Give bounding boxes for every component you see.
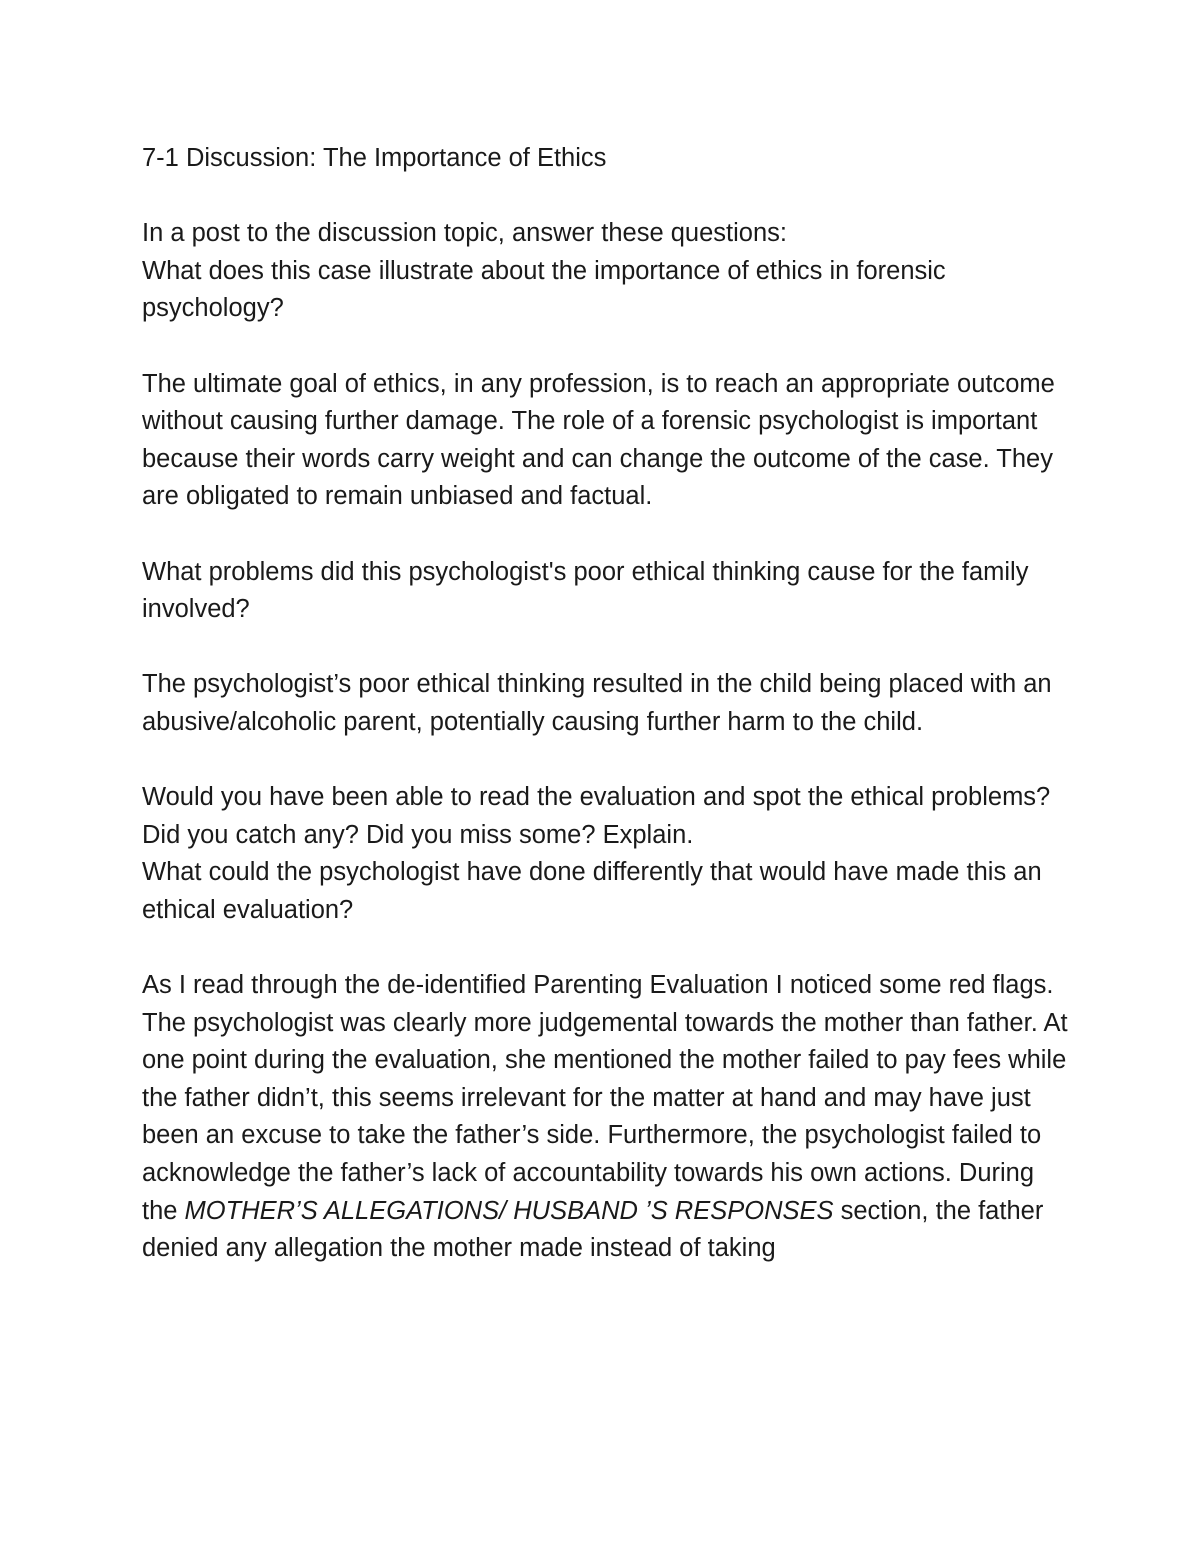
paragraph-gap: [142, 328, 1072, 366]
paragraph-gap: [142, 178, 1072, 216]
section-heading-italic: MOTHER’S ALLEGATIONS/ HUSBAND ’S RESPONSES: [184, 1196, 834, 1225]
instructions-text: In a post to the discussion topic, answer these questions:: [142, 219, 787, 248]
question-3: Would you have been able to read the evaluation and spot the ethical problems? Did you catch any? Did you miss some? Explain.: [142, 783, 1051, 849]
answer-2: The psychologist’s poor ethical thinking resulted in the child being placed with an abusive/alcoholic parent, potentially causing further harm to the child.: [142, 670, 1052, 736]
paragraph-gap: [142, 929, 1072, 967]
paragraph-gap: [142, 629, 1072, 667]
question-2: What problems did this psychologist's poor ethical thinking cause for the family involved?: [142, 557, 1029, 624]
paragraph-gap: [142, 516, 1072, 554]
question-4: What could the psychologist have done differently that would have made this an ethical evaluation?: [142, 858, 1042, 924]
document-body: [142, 140, 1072, 1268]
question-1: What does this case illustrate about the importance of ethics in forensic psychology?: [142, 256, 946, 323]
answer-3: [142, 967, 1072, 1268]
paragraph-gap: [142, 742, 1072, 780]
answer-3-text-end: section, the father denied any allegation the mother made instead of taking: [142, 1196, 1044, 1263]
document-title: 7-1 Discussion: The Importance of Ethics: [142, 144, 607, 172]
answer-1: The ultimate goal of ethics, in any profession, is to reach an appropriate outcome without causing further damage. The role of a forensic psychologist is important because their words carry weight and can change the outcome of the case. They are obligated to remain unbiased and factual.: [142, 369, 1055, 511]
answer-3-text-start: As I read through the de-identified Parenting Evaluation I noticed some red flags. The psychologist was clearly more judgemental towards the mother than father. At one point during the evaluation, she mentioned the mother failed to pay fees while the father didn’t, this seems irrelevant for the matter at hand and may have just been an excuse to take the father’s side. Furthermore, the psychologist failed to acknowledge the father’s lack of accountability towards his own actions. During the: [142, 971, 1068, 1225]
